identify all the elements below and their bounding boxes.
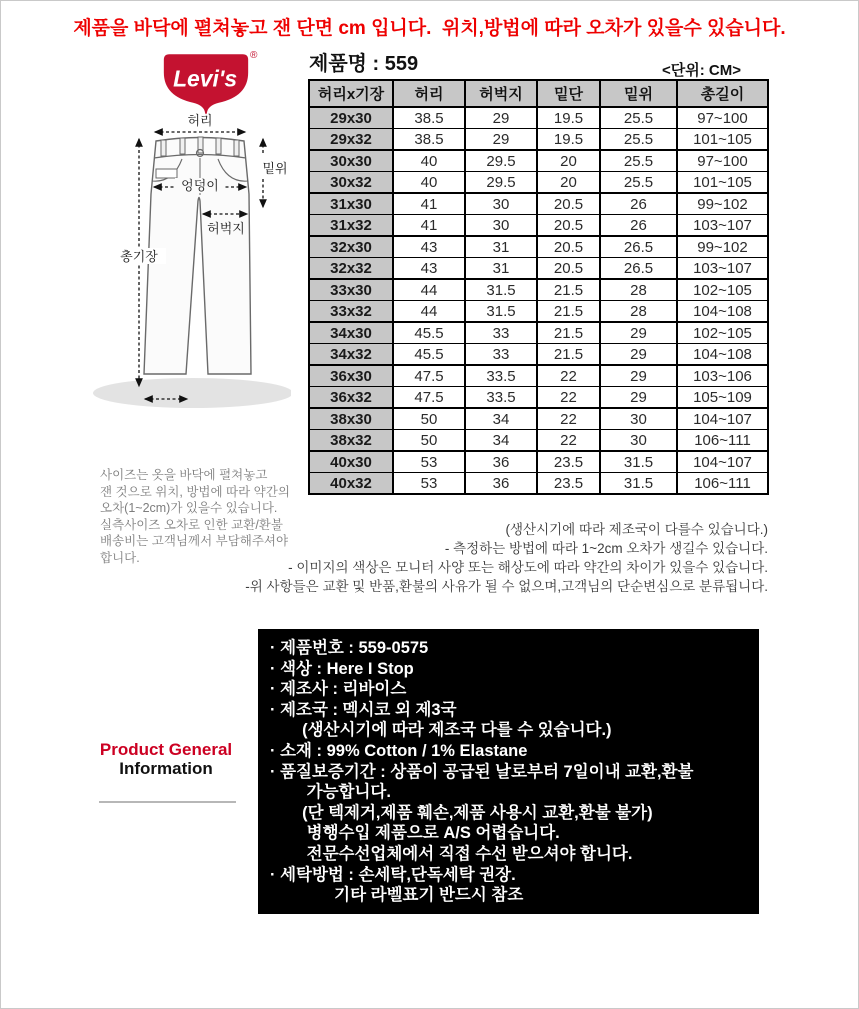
size-cell: 31.5 <box>465 279 537 301</box>
size-cell: 104~107 <box>677 451 768 473</box>
size-cell: 43 <box>393 258 465 280</box>
table-row <box>309 258 768 280</box>
size-cell: 36 <box>465 473 537 495</box>
size-cell: 53 <box>393 473 465 495</box>
size-cell: 23.5 <box>537 451 600 473</box>
size-cell: 101~105 <box>677 129 768 151</box>
column-header: 밑위 <box>600 80 677 107</box>
size-table-body <box>309 107 768 494</box>
size-cell: 29 <box>600 387 677 409</box>
size-cell: 26.5 <box>600 236 677 258</box>
size-row-header: 31x32 <box>309 215 393 237</box>
size-cell: 21.5 <box>537 279 600 301</box>
column-header: 밑단 <box>537 80 600 107</box>
size-cell: 20.5 <box>537 215 600 237</box>
size-cell: 29.5 <box>465 172 537 194</box>
table-row <box>309 344 768 366</box>
table-row <box>309 301 768 323</box>
size-cell: 41 <box>393 193 465 215</box>
table-notes <box>208 520 768 596</box>
size-cell: 22 <box>537 430 600 452</box>
size-cell: 33 <box>465 322 537 344</box>
size-cell: 99~102 <box>677 193 768 215</box>
size-row-header: 30x32 <box>309 172 393 194</box>
size-cell: 31.5 <box>600 451 677 473</box>
size-cell: 20 <box>537 150 600 172</box>
size-cell: 29 <box>465 107 537 129</box>
size-cell: 30 <box>600 408 677 430</box>
levis-wordmark: Levi's <box>173 65 238 92</box>
size-cell: 44 <box>393 301 465 323</box>
size-cell: 102~105 <box>677 322 768 344</box>
table-row <box>309 365 768 387</box>
table-row <box>309 215 768 237</box>
size-cell: 26 <box>600 215 677 237</box>
belt-loop <box>161 140 166 156</box>
size-cell: 36 <box>465 451 537 473</box>
size-cell: 41 <box>393 215 465 237</box>
jeans-measurement-diagram <box>81 109 291 419</box>
size-row-header: 34x32 <box>309 344 393 366</box>
size-row-header: 32x32 <box>309 258 393 280</box>
product-name: 제품명 : 559 <box>309 53 419 75</box>
size-cell: 104~107 <box>677 408 768 430</box>
size-cell: 25.5 <box>600 172 677 194</box>
size-cell: 103~107 <box>677 215 768 237</box>
info-box-line: · 품질보증기간 : 상품이 공급된 날로부터 7일이내 교환,환불 <box>270 762 694 781</box>
size-row-header: 38x30 <box>309 408 393 430</box>
size-row-header: 40x30 <box>309 451 393 473</box>
size-cell: 44 <box>393 279 465 301</box>
size-cell: 20.5 <box>537 193 600 215</box>
size-cell: 53 <box>393 451 465 473</box>
info-box-line: 병행수입 제품으로 A/S 어렵습니다. <box>270 824 560 843</box>
info-heading-red: Product General <box>99 740 233 759</box>
total-length-label: 총기장 <box>120 249 158 264</box>
coin-pocket <box>156 169 177 178</box>
size-cell: 29 <box>600 344 677 366</box>
size-cell: 21.5 <box>537 301 600 323</box>
size-cell: 45.5 <box>393 344 465 366</box>
size-cell: 103~107 <box>677 258 768 280</box>
size-row-header: 38x32 <box>309 430 393 452</box>
info-box-line: (단 텍제거,제품 훼손,제품 사용시 교환,환불 불가) <box>270 803 653 822</box>
size-cell: 29 <box>465 129 537 151</box>
info-box-line: · 색상 : Here I Stop <box>270 659 414 678</box>
size-table-header-row <box>309 80 768 107</box>
size-cell: 33.5 <box>465 365 537 387</box>
table-row <box>309 129 768 151</box>
size-cell: 34 <box>465 408 537 430</box>
sidebar-note-line: 배송비는 고객님께서 부담해주셔야 <box>100 534 289 548</box>
product-info-box <box>258 629 759 914</box>
size-cell: 25.5 <box>600 107 677 129</box>
table-row <box>309 322 768 344</box>
measurement-disclaimer: 제품을 바닥에 펼쳐놓고 잰 단면 cm 입니다. 위치,방법에 따라 오차가 있을수 있습니다. <box>73 18 786 39</box>
info-box-line: 전문수선업체에서 직접 수선 받으셔야 합니다. <box>270 844 633 863</box>
size-cell: 28 <box>600 301 677 323</box>
size-cell: 101~105 <box>677 172 768 194</box>
size-row-header: 34x30 <box>309 322 393 344</box>
size-row-header: 33x32 <box>309 301 393 323</box>
table-note-line: - 측정하는 방법에 따라 1~2cm 오차가 생길수 있습니다. <box>444 541 768 556</box>
info-box-line: · 제품번호 : 559-0575 <box>270 639 429 657</box>
size-cell: 47.5 <box>393 387 465 409</box>
size-cell: 26.5 <box>600 258 677 280</box>
size-row-header: 31x30 <box>309 193 393 215</box>
size-row-header: 40x32 <box>309 473 393 495</box>
size-cell: 20.5 <box>537 236 600 258</box>
size-cell: 33 <box>465 344 537 366</box>
size-cell: 97~100 <box>677 107 768 129</box>
sidebar-note-line: 실측사이즈 오차로 인한 교환/환불 <box>100 517 283 532</box>
size-row-header: 29x30 <box>309 107 393 129</box>
column-header: 허벅지 <box>465 80 537 107</box>
size-cell: 99~102 <box>677 236 768 258</box>
size-row-header: 33x30 <box>309 279 393 301</box>
size-row-header: 36x32 <box>309 387 393 409</box>
sidebar-note-line: 오차(1~2cm)가 있을수 있습니다. <box>100 501 278 515</box>
size-cell: 106~111 <box>677 473 768 495</box>
waist-label: 허리 <box>187 113 213 128</box>
info-box-line: (생산시기에 따라 제조국 다를 수 있습니다.) <box>270 721 612 740</box>
size-cell: 22 <box>537 365 600 387</box>
table-row <box>309 107 768 129</box>
info-box-line: · 제조국 : 멕시코 외 제3국 <box>270 700 457 719</box>
sidebar-note-line: 합니다. <box>100 550 140 565</box>
column-header: 허리x기장 <box>309 80 393 107</box>
table-row <box>309 387 768 409</box>
sidebar-note-line: 사이즈는 옷을 바닥에 펼쳐놓고 <box>100 468 268 482</box>
size-cell: 38.5 <box>393 129 465 151</box>
table-row <box>309 193 768 215</box>
table-row <box>309 408 768 430</box>
size-cell: 38.5 <box>393 107 465 129</box>
size-cell: 23.5 <box>537 473 600 495</box>
column-header: 총길이 <box>677 80 768 107</box>
size-cell: 47.5 <box>393 365 465 387</box>
belt-loop <box>234 140 239 156</box>
size-cell: 21.5 <box>537 344 600 366</box>
info-box-line: · 제조사 : 리바이스 <box>270 680 407 699</box>
size-cell: 97~100 <box>677 150 768 172</box>
table-note-line: (생산시기에 따라 제조국이 다를수 있습니다.) <box>505 522 768 537</box>
size-cell: 29 <box>600 322 677 344</box>
size-cell: 22 <box>537 387 600 409</box>
size-cell: 31 <box>465 258 537 280</box>
size-cell: 19.5 <box>537 107 600 129</box>
size-cell: 40 <box>393 172 465 194</box>
size-cell: 45.5 <box>393 322 465 344</box>
table-row <box>309 236 768 258</box>
size-cell: 50 <box>393 408 465 430</box>
rise-label: 밑위 <box>262 161 288 176</box>
floor-shadow <box>93 378 291 408</box>
info-box-line: · 세탁방법 : 손세탁,단독세탁 권장. <box>270 865 516 884</box>
table-note-line: -위 사항들은 교환 및 반품,환불의 사유가 될 수 없으며,고객님의 단순변심으로 분류됩니다. <box>245 579 768 594</box>
size-cell: 33.5 <box>465 387 537 409</box>
sidebar-note-line: 잰 것으로 위치, 방법에 따라 약간의 <box>100 484 290 499</box>
size-cell: 29.5 <box>465 150 537 172</box>
info-box-line: 기타 라벨표기 반드시 참조 <box>270 886 524 905</box>
column-header: 허리 <box>393 80 465 107</box>
table-note-line: - 이미지의 색상은 모니터 사양 또는 해상도에 따라 약간의 차이가 있을수 있습니다. <box>288 560 768 575</box>
belt-loop <box>180 138 185 154</box>
size-cell: 103~106 <box>677 365 768 387</box>
size-cell: 31.5 <box>600 473 677 495</box>
info-heading-black: Information <box>119 759 213 778</box>
size-cell: 104~108 <box>677 344 768 366</box>
size-cell: 26 <box>600 193 677 215</box>
belt-loop <box>216 138 221 154</box>
size-cell: 20.5 <box>537 258 600 280</box>
size-cell: 43 <box>393 236 465 258</box>
size-cell: 104~108 <box>677 301 768 323</box>
info-box-line: 가능합니다. <box>270 783 391 802</box>
table-row <box>309 172 768 194</box>
size-cell: 105~109 <box>677 387 768 409</box>
size-cell: 21.5 <box>537 322 600 344</box>
size-cell: 30 <box>465 193 537 215</box>
size-cell: 22 <box>537 408 600 430</box>
table-row <box>309 150 768 172</box>
table-row <box>309 451 768 473</box>
size-chart-table <box>308 79 769 495</box>
size-cell: 102~105 <box>677 279 768 301</box>
unit-label: <단위: CM> <box>662 62 741 79</box>
table-row <box>309 279 768 301</box>
size-cell: 25.5 <box>600 129 677 151</box>
size-cell: 31.5 <box>465 301 537 323</box>
size-cell: 28 <box>600 279 677 301</box>
size-cell: 40 <box>393 150 465 172</box>
info-box-line: · 소재 : 99% Cotton / 1% Elastane <box>270 741 528 760</box>
hip-label: 엉덩이 <box>181 178 219 193</box>
size-cell: 30 <box>465 215 537 237</box>
thigh-label: 허벅지 <box>207 221 245 236</box>
table-row <box>309 473 768 495</box>
size-row-header: 29x32 <box>309 129 393 151</box>
registered-trademark-icon: ® <box>249 49 258 61</box>
size-cell: 29 <box>600 365 677 387</box>
info-section-heading <box>61 740 271 803</box>
size-cell: 106~111 <box>677 430 768 452</box>
size-row-header: 36x30 <box>309 365 393 387</box>
size-cell: 30 <box>600 430 677 452</box>
size-cell: 25.5 <box>600 150 677 172</box>
size-cell: 31 <box>465 236 537 258</box>
info-heading-divider <box>99 801 236 803</box>
size-row-header: 32x30 <box>309 236 393 258</box>
size-cell: 19.5 <box>537 129 600 151</box>
size-cell: 50 <box>393 430 465 452</box>
size-cell: 20 <box>537 172 600 194</box>
size-row-header: 30x30 <box>309 150 393 172</box>
size-cell: 34 <box>465 430 537 452</box>
table-row <box>309 430 768 452</box>
